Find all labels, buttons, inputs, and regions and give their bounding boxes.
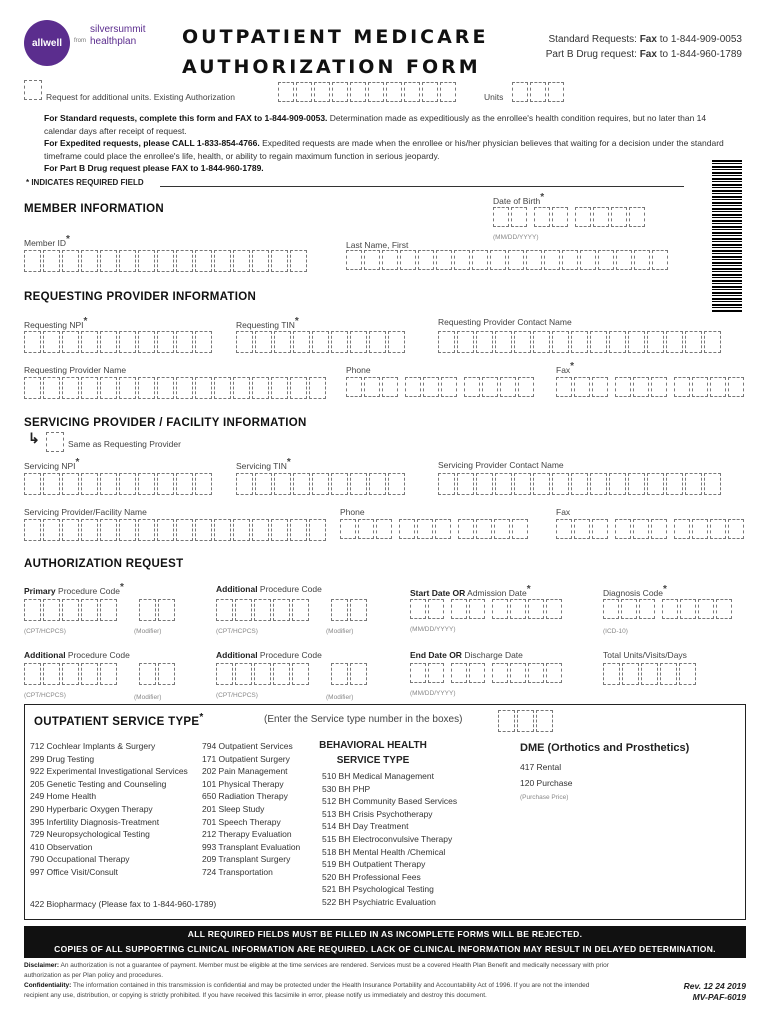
dob-boxes[interactable] xyxy=(493,207,647,227)
requesting-contact-boxes[interactable] xyxy=(438,331,723,353)
requesting-tin-label: Requesting TIN* xyxy=(236,316,299,330)
additional-cpt-hint-2: (CPT/HCPCS) xyxy=(24,692,66,699)
servicing-tin-label: Servicing TIN* xyxy=(236,457,291,471)
additional-procedure-boxes-3[interactable] xyxy=(216,663,369,685)
divider-line xyxy=(160,186,684,187)
servicing-npi-boxes[interactable] xyxy=(24,473,214,495)
additional-procedure-boxes-1[interactable] xyxy=(216,599,369,621)
servicing-phone-label: Phone xyxy=(340,507,365,517)
member-name-label: Last Name, First xyxy=(346,240,409,250)
warning-banner: ALL REQUIRED FIELDS MUST BE FILLED IN AS INCOMPLETE FORMS WILL BE REJECTED. COPIES OF ALL SUPPORTING CLINICAL INFORMATION ARE REQUIRED. LACK OF CLINICAL INFORMATION MAY RESULT IN DELAYED DETERMINATION. xyxy=(24,926,746,958)
primary-cpt-hint: (CPT/HCPCS) xyxy=(24,628,66,635)
units-label: Units xyxy=(484,92,504,102)
additional-modifier-hint-2: (Modifier) xyxy=(134,694,162,701)
servicing-phone-boxes[interactable] xyxy=(340,519,530,539)
arrow-icon: ↳ xyxy=(28,430,40,446)
units-boxes[interactable] xyxy=(512,82,566,102)
logo-from-text: from xyxy=(74,38,86,44)
service-list-col2: 794 Outpatient Services 171 Outpatient Surgery 202 Pain Management 101 Physical Therapy 650 Radiation Therapy 201 Sleep Study 701 Speech Therapy 212 Therapy Evaluation 993 Transplant Evaluation 209 Transplant Surgery 724 Transportation xyxy=(202,741,301,877)
servicing-section-title: SERVICING PROVIDER / FACILITY INFORMATION xyxy=(24,417,307,429)
additional-cpt-hint-3: (CPT/HCPCS) xyxy=(216,692,258,699)
dob-label: Date of Birth* xyxy=(493,192,545,206)
fax-info xyxy=(546,32,742,62)
servicing-name-label: Servicing Provider/Facility Name xyxy=(24,507,147,517)
requesting-npi-boxes[interactable] xyxy=(24,331,214,353)
total-units-label: Total Units/Visits/Days xyxy=(603,650,687,660)
bh-title: BEHAVIORAL HEALTH SERVICE TYPE xyxy=(319,740,427,766)
silversummit-logo: silversummit healthplan xyxy=(90,24,146,47)
dob-hint: (MM/DD/YYYY) xyxy=(493,234,539,241)
dme-price-hint: (Purchase Price) xyxy=(520,794,569,801)
primary-procedure-boxes[interactable] xyxy=(24,599,177,621)
confidentiality: Confidentiality: The information contained in this transmission is confidential and may be protected under the Health Insurance Portability and Accountability Act of 1996. If you are not the intended recipient any use, distribution, or copying is strictly prohibited. If you have received this facsimile in error, please notify us immediately and destroy this document. xyxy=(24,982,590,999)
servicing-npi-label: Servicing NPI* xyxy=(24,457,80,471)
requesting-fax-label: Fax* xyxy=(556,361,575,375)
primary-modifier-hint: (Modifier) xyxy=(134,628,162,635)
additional-procedure-label-1: Additional Procedure Code xyxy=(216,584,322,594)
biopharmacy-item: 422 Biopharmacy (Please fax to 1-844-960-1789) xyxy=(30,899,217,909)
additional-units-checkbox[interactable] xyxy=(24,80,42,100)
additional-procedure-boxes-2[interactable] xyxy=(24,663,177,685)
form-title: OUTPATIENT MEDICARE AUTHORIZATION FORM xyxy=(182,26,489,78)
service-list-bh: 510 BH Medical Management 530 BH PHP 512 BH Community Based Services 513 BH Crisis Psychotherapy 514 BH Day Treatment 515 BH Electroconvulsive Therapy 518 BH Mental Health /Chemical 519 BH Outpatient Therapy 520 BH Professional Fees 521 BH Psychological Testing 522 BH Psychiatric Evaluation xyxy=(322,771,458,907)
start-date-hint: (MM/DD/YYYY) xyxy=(410,626,456,633)
disclaimer: Disclaimer: An authorization is not a guarantee of payment. Member must be eligible at the time services are rendered. Services must be a covered Health Plan Benefit and medically necessary with prior authorization as per Plan policy and procedures. xyxy=(24,962,609,979)
required-note: * INDICATES REQUIRED FIELD xyxy=(26,178,144,187)
auth-section-title: AUTHORIZATION REQUEST xyxy=(24,558,184,570)
requesting-phone-label: Phone xyxy=(346,365,371,375)
requesting-tin-boxes[interactable] xyxy=(236,331,407,353)
servicing-name-boxes[interactable] xyxy=(24,519,328,541)
partb-fax-line: Part B Drug request: Fax to 1-844-960-1789 xyxy=(545,49,742,60)
start-date-boxes[interactable] xyxy=(410,599,564,619)
existing-auth-boxes[interactable] xyxy=(278,82,458,102)
additional-cpt-hint-1: (CPT/HCPCS) xyxy=(216,628,258,635)
end-date-label: End Date OR Discharge Date xyxy=(410,650,523,660)
requesting-name-boxes[interactable] xyxy=(24,377,328,399)
servicing-fax-boxes[interactable] xyxy=(556,519,746,539)
additional-modifier-hint-1: (Modifier) xyxy=(326,628,354,635)
member-section-title: MEMBER INFORMATION xyxy=(24,203,164,215)
dme-title: DME (Orthotics and Prosthetics) xyxy=(520,742,690,754)
additional-modifier-hint-3: (Modifier) xyxy=(326,694,354,701)
primary-procedure-label: Primary Procedure Code* xyxy=(24,582,124,596)
service-type-boxes[interactable] xyxy=(498,710,555,732)
requesting-contact-label: Requesting Provider Contact Name xyxy=(438,317,572,327)
additional-procedure-label-3: Additional Procedure Code xyxy=(216,650,322,660)
member-id-boxes[interactable] xyxy=(24,250,309,272)
instructions: For Standard requests, complete this form and FAX to 1-844-909-0053. Determination made as expeditiously as the enrollee's health condition requires, but no later than 14 calendar days after receipt of request. For Expedited requests, please CALL 1-833-854-4766. Expedited requests are made when the enrollee or his/her physician believes that waiting for a decision under the standard timeframe could place the enrollee's life, health, or ability to regain maximum function in serious jeopardy. For Part B Drug request please FAX to 1-844-960-1789. xyxy=(44,113,724,173)
end-date-boxes[interactable] xyxy=(410,663,564,683)
servicing-contact-label: Servicing Provider Contact Name xyxy=(438,460,564,470)
requesting-name-label: Requesting Provider Name xyxy=(24,365,127,375)
allwell-logo: allwell xyxy=(24,20,70,66)
same-as-requesting-label: Same as Requesting Provider xyxy=(68,439,181,449)
diagnosis-code-label: Diagnosis Code* xyxy=(603,584,667,598)
revision-info: Rev. 12 24 2019 MV-PAF-6019 xyxy=(683,981,746,1002)
dme-purchase: 120 Purchase xyxy=(520,778,573,788)
standard-fax-line: Standard Requests: Fax to 1-844-909-0053 xyxy=(548,34,742,45)
barcode xyxy=(712,160,742,312)
requesting-section-title: REQUESTING PROVIDER INFORMATION xyxy=(24,291,257,303)
additional-units-label: Request for additional units. Existing Authorization xyxy=(46,92,236,102)
member-id-label: Member ID* xyxy=(24,234,70,248)
diagnosis-code-boxes[interactable] xyxy=(603,599,734,619)
same-as-requesting-checkbox[interactable] xyxy=(46,432,64,452)
requesting-fax-boxes[interactable] xyxy=(556,377,746,397)
servicing-tin-boxes[interactable] xyxy=(236,473,407,495)
icd-hint: (ICD-10) xyxy=(603,628,628,635)
service-type-title: OUTPATIENT SERVICE TYPE* xyxy=(34,712,204,728)
additional-procedure-label-2: Additional Procedure Code xyxy=(24,650,130,660)
service-list-col1: 712 Cochlear Implants & Surgery 299 Drug Testing 922 Experimental Investigational Services 205 Genetic Testing and Counseling 249 Home Health 290 Hyperbaric Oxygen Therapy 395 Infertility Diagnosis-Treatment 729 Neuropsychological Testing 410 Observation 790 Occupational Therapy 997 Office Visit/Consult xyxy=(30,741,188,877)
servicing-fax-label: Fax xyxy=(556,507,571,517)
requesting-npi-label: Requesting NPI* xyxy=(24,316,88,330)
end-date-hint: (MM/DD/YYYY) xyxy=(410,690,456,697)
requesting-phone-boxes[interactable] xyxy=(346,377,536,397)
total-units-boxes[interactable] xyxy=(603,663,698,685)
start-date-label: Start Date OR Admission Date* xyxy=(410,584,531,598)
member-name-boxes[interactable] xyxy=(346,250,670,270)
service-type-note: (Enter the Service type number in the boxes) xyxy=(264,714,463,725)
dme-rental: 417 Rental xyxy=(520,762,562,772)
servicing-contact-boxes[interactable] xyxy=(438,473,723,495)
